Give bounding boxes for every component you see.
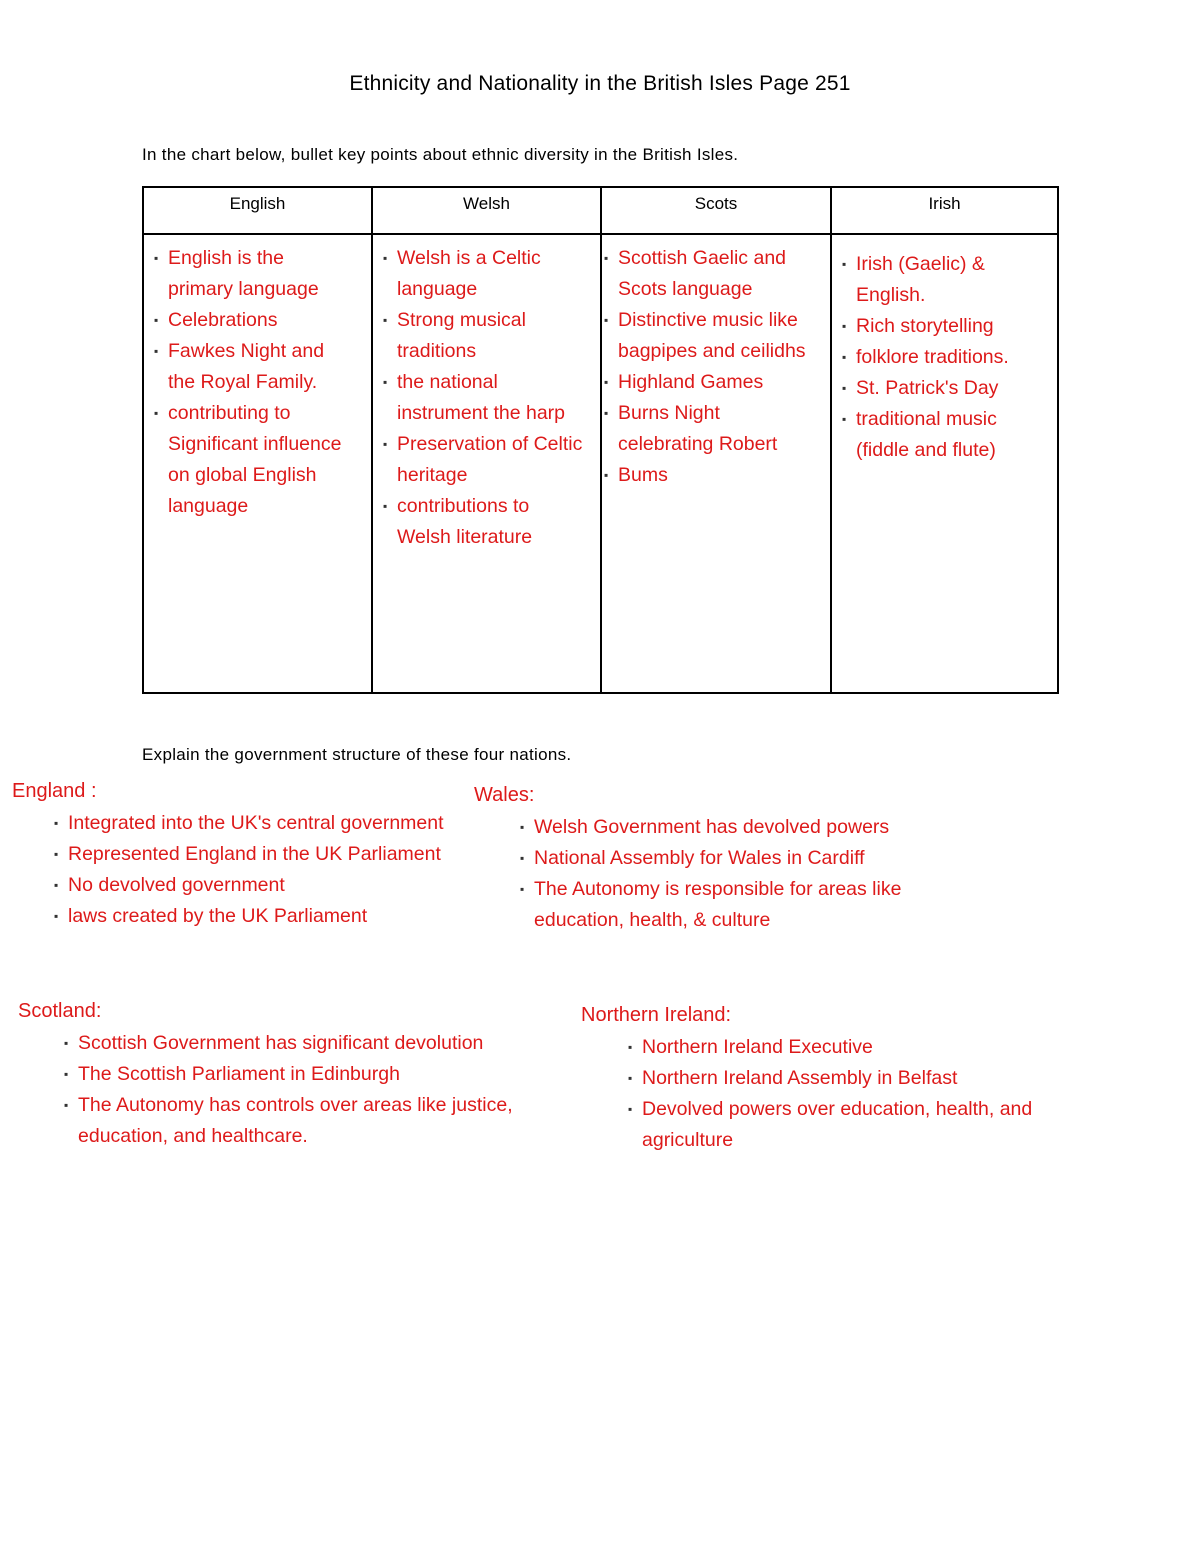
list-item: ▪ Welsh Government has devolved powers — [510, 812, 930, 843]
cell-welsh — [373, 235, 602, 692]
chart-instructions: In the chart below, bullet key points about ethnic diversity in the British Isles. — [142, 145, 739, 164]
cell-english — [144, 235, 373, 692]
list-item: ▪ Integrated into the UK's central government — [44, 808, 484, 839]
list-item: ▪ Welsh is a Celtic language — [373, 243, 583, 305]
wales-list — [510, 812, 930, 936]
england-heading: England : — [12, 780, 97, 802]
list-item: ▪ Scottish Government has significant devolution — [54, 1028, 544, 1059]
list-item: ▪ Scottish Gaelic and Scots language — [594, 243, 816, 305]
ethnic-diversity-table — [142, 186, 1059, 694]
list-item: ▪ No devolved government — [44, 870, 484, 901]
list-item: ▪ Distinctive music like bagpipes and ceilidhs — [594, 305, 816, 367]
list-item: ▪ laws created by the UK Parliament — [44, 901, 484, 932]
wales-heading: Wales: — [474, 784, 535, 806]
list-item: ▪ Northern Ireland Executive — [618, 1032, 1058, 1063]
list-item: ▪ Preservation of Celtic heritage — [373, 429, 583, 491]
list-item: ▪ The Autonomy is responsible for areas like education, health, & culture — [510, 874, 930, 936]
scotland-list — [54, 1028, 544, 1152]
list-item: ▪ the national instrument the harp — [373, 367, 583, 429]
list-item: ▪ traditional music (fiddle and flute) — [832, 404, 1037, 466]
list-item: ▪ folklore traditions. — [832, 342, 1037, 373]
scotland-heading: Scotland: — [18, 1000, 102, 1022]
page-title: Ethnicity and Nationality in the British Isles Page 251 — [349, 72, 851, 95]
northern-ireland-list — [618, 1032, 1058, 1156]
government-instructions: Explain the government structure of these four nations. — [142, 745, 572, 764]
list-item: ▪ The Autonomy has controls over areas like justice, education, and healthcare. — [54, 1090, 544, 1152]
column-header-irish: Irish — [832, 188, 1057, 235]
northern-ireland-heading: Northern Ireland: — [581, 1004, 732, 1026]
list-item: ▪ Burns Night celebrating Robert — [594, 398, 816, 460]
list-item: ▪ contributions to Welsh literature — [373, 491, 583, 553]
list-item: ▪ St. Patrick's Day — [832, 373, 1037, 404]
cell-irish — [832, 235, 1057, 692]
list-item: ▪ contributing to Significant influence on global English language — [144, 398, 349, 522]
list-item: ▪ Bums — [594, 460, 816, 491]
column-header-scots: Scots — [602, 188, 832, 235]
list-item: ▪ Highland Games — [594, 367, 816, 398]
list-item: ▪ Devolved powers over education, health, and agriculture — [618, 1094, 1058, 1156]
list-item: ▪ The Scottish Parliament in Edinburgh — [54, 1059, 544, 1090]
list-item: ▪ Rich storytelling — [832, 311, 1037, 342]
list-item: ▪ Irish (Gaelic) & English. — [832, 249, 1037, 311]
list-item: ▪ English is the primary language — [144, 243, 349, 305]
list-item: ▪ Fawkes Night and the Royal Family. — [144, 336, 349, 398]
list-item: ▪ Strong musical traditions — [373, 305, 583, 367]
england-list — [44, 808, 484, 932]
cell-scots — [602, 235, 832, 692]
list-item: ▪ Northern Ireland Assembly in Belfast — [618, 1063, 1058, 1094]
list-item: ▪ Celebrations — [144, 305, 349, 336]
list-item: ▪ National Assembly for Wales in Cardiff — [510, 843, 930, 874]
list-item: ▪ Represented England in the UK Parliament — [44, 839, 484, 870]
column-header-welsh: Welsh — [373, 188, 602, 235]
column-header-english: English — [144, 188, 373, 235]
